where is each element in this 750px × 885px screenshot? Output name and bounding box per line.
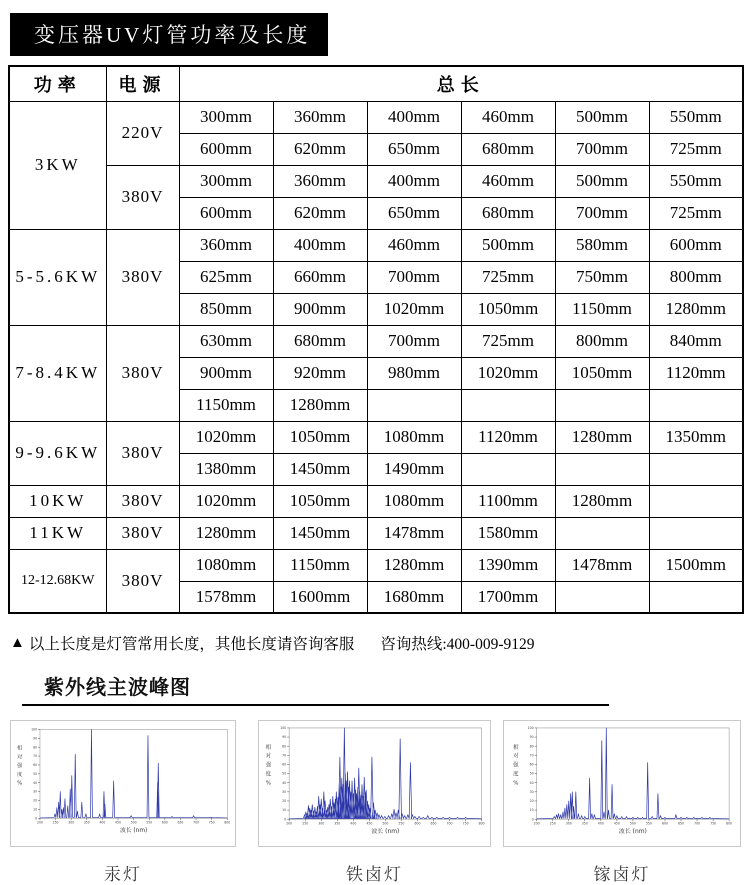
svg-text:750: 750 — [710, 821, 717, 826]
length-cell: 920mm — [273, 357, 367, 389]
svg-text:0: 0 — [35, 816, 38, 821]
svg-text:90: 90 — [33, 736, 38, 741]
length-cell: 300mm — [179, 101, 273, 133]
length-cell: 620mm — [273, 133, 367, 165]
svg-text:550: 550 — [146, 820, 153, 825]
svg-text:700: 700 — [446, 821, 453, 826]
svg-text:250: 250 — [549, 821, 556, 826]
svg-text:相: 相 — [513, 744, 519, 751]
length-cell: 700mm — [555, 197, 649, 229]
svg-text:400: 400 — [99, 820, 106, 825]
chart-figure-mercury — [10, 720, 236, 885]
svg-text:50: 50 — [33, 771, 38, 776]
length-cell: 400mm — [367, 165, 461, 197]
length-cell: 1380mm — [179, 453, 273, 485]
svg-text:450: 450 — [366, 821, 373, 826]
charts-row — [10, 720, 750, 885]
voltage-cell: 380V — [106, 325, 179, 421]
svg-text:0: 0 — [284, 817, 287, 822]
svg-text:500: 500 — [629, 821, 636, 826]
length-cell: 980mm — [367, 357, 461, 389]
power-cell: 3KW — [9, 101, 106, 229]
mercury-spectrum-chart — [11, 721, 235, 846]
power-cell: 11KW — [9, 517, 106, 549]
svg-text:波长 (nm): 波长 (nm) — [618, 828, 647, 836]
length-cell: 1280mm — [555, 485, 649, 517]
svg-text:650: 650 — [678, 821, 685, 826]
length-cell: 850mm — [179, 293, 273, 325]
gallium-halide-chart-box — [503, 720, 741, 847]
svg-text:600: 600 — [414, 821, 421, 826]
svg-text:度: 度 — [265, 771, 272, 778]
svg-text:相: 相 — [265, 744, 272, 751]
svg-text:60: 60 — [282, 762, 287, 767]
length-cell: 1478mm — [555, 549, 649, 581]
length-cell: 1350mm — [649, 421, 743, 453]
svg-text:90: 90 — [529, 735, 534, 740]
length-cell — [461, 453, 555, 485]
svg-text:60: 60 — [529, 762, 534, 767]
svg-text:750: 750 — [462, 821, 469, 826]
svg-text:450: 450 — [115, 820, 121, 825]
length-cell: 680mm — [461, 133, 555, 165]
svg-text:750: 750 — [208, 820, 215, 825]
spec-table-body — [9, 101, 743, 613]
length-cell: 680mm — [273, 325, 367, 357]
svg-text:%: % — [513, 780, 519, 787]
svg-text:500: 500 — [382, 821, 389, 826]
power-cell: 12-12.68KW — [9, 549, 106, 613]
table-row — [9, 517, 743, 549]
note — [10, 632, 750, 654]
length-cell: 1120mm — [649, 357, 743, 389]
voltage-cell: 380V — [106, 517, 179, 549]
svg-text:250: 250 — [52, 820, 59, 825]
length-cell: 630mm — [179, 325, 273, 357]
svg-text:%: % — [17, 780, 23, 787]
svg-text:300: 300 — [318, 821, 325, 826]
svg-text:650: 650 — [430, 821, 437, 826]
svg-text:700: 700 — [694, 821, 701, 826]
svg-text:波长 (nm): 波长 (nm) — [371, 828, 400, 836]
col-header-source: 电源 — [106, 66, 179, 101]
power-cell: 7-8.4KW — [9, 325, 106, 421]
svg-text:70: 70 — [33, 754, 38, 759]
svg-text:100: 100 — [280, 726, 287, 731]
power-cell: 9-9.6KW — [9, 421, 106, 485]
length-cell: 1390mm — [461, 549, 555, 581]
chart-figure-gallium-halide — [503, 720, 741, 885]
svg-text:700: 700 — [193, 820, 200, 825]
svg-text:30: 30 — [282, 789, 287, 794]
triangle-bullet-icon: ▲ — [10, 634, 25, 651]
length-cell: 500mm — [461, 229, 555, 261]
length-cell: 1020mm — [367, 293, 461, 325]
svg-text:强: 强 — [17, 763, 23, 770]
svg-text:度: 度 — [17, 771, 23, 778]
length-cell: 1478mm — [367, 517, 461, 549]
svg-text:100: 100 — [31, 727, 38, 732]
length-cell: 1050mm — [273, 421, 367, 453]
section-heading: 紫外线主波峰图 — [44, 677, 191, 699]
length-cell: 460mm — [461, 165, 555, 197]
length-cell: 1020mm — [461, 357, 555, 389]
length-cell: 725mm — [649, 133, 743, 165]
length-cell — [555, 581, 649, 613]
power-cell: 10KW — [9, 485, 106, 517]
length-cell: 1280mm — [179, 517, 273, 549]
length-cell: 840mm — [649, 325, 743, 357]
power-cell: 5-5.6KW — [9, 229, 106, 325]
length-cell: 725mm — [461, 325, 555, 357]
svg-text:40: 40 — [282, 780, 287, 785]
length-cell: 1280mm — [555, 421, 649, 453]
length-cell — [555, 453, 649, 485]
length-cell: 1490mm — [367, 453, 461, 485]
length-cell: 1080mm — [367, 485, 461, 517]
svg-text:20: 20 — [529, 799, 534, 804]
voltage-cell: 220V — [106, 101, 179, 165]
svg-text:200: 200 — [533, 821, 540, 826]
length-cell — [649, 485, 743, 517]
length-cell: 1020mm — [179, 421, 273, 453]
svg-text:450: 450 — [613, 821, 620, 826]
length-cell: 580mm — [555, 229, 649, 261]
voltage-cell: 380V — [106, 229, 179, 325]
svg-text:60: 60 — [33, 763, 38, 768]
svg-text:550: 550 — [398, 821, 405, 826]
voltage-cell: 380V — [106, 421, 179, 485]
length-cell: 900mm — [179, 357, 273, 389]
length-cell — [555, 389, 649, 421]
length-cell: 360mm — [273, 165, 367, 197]
length-cell: 1150mm — [555, 293, 649, 325]
length-cell — [461, 389, 555, 421]
svg-text:350: 350 — [334, 821, 341, 826]
length-cell: 1080mm — [367, 421, 461, 453]
length-cell: 1450mm — [273, 453, 367, 485]
mercury-chart-label: 汞灯 — [104, 865, 142, 884]
svg-text:100: 100 — [527, 726, 534, 731]
svg-text:80: 80 — [282, 744, 287, 749]
length-cell: 600mm — [179, 197, 273, 229]
length-cell: 1580mm — [461, 517, 555, 549]
length-cell: 1700mm — [461, 581, 555, 613]
table-row — [9, 485, 743, 517]
length-cell: 1120mm — [461, 421, 555, 453]
length-cell: 1020mm — [179, 485, 273, 517]
length-cell: 1080mm — [179, 549, 273, 581]
svg-text:50: 50 — [529, 771, 534, 776]
svg-text:40: 40 — [33, 780, 38, 785]
length-cell: 460mm — [367, 229, 461, 261]
svg-text:800: 800 — [478, 821, 485, 826]
svg-text:200: 200 — [37, 820, 43, 825]
svg-text:10: 10 — [529, 808, 534, 813]
length-cell: 700mm — [367, 325, 461, 357]
length-cell: 550mm — [649, 165, 743, 197]
svg-text:度: 度 — [513, 771, 519, 778]
col-header-length: 总长 — [179, 66, 743, 101]
length-cell: 1050mm — [555, 357, 649, 389]
length-cell: 700mm — [367, 261, 461, 293]
table-row — [9, 229, 743, 261]
length-cell: 460mm — [461, 101, 555, 133]
col-header-power: 功率 — [9, 66, 106, 101]
svg-text:10: 10 — [33, 807, 38, 812]
iron-halide-chart-label: 铁卤灯 — [346, 865, 403, 884]
length-cell: 400mm — [273, 229, 367, 261]
length-cell: 1280mm — [367, 549, 461, 581]
length-cell: 620mm — [273, 197, 367, 229]
length-cell: 500mm — [555, 165, 649, 197]
svg-text:500: 500 — [130, 820, 137, 825]
svg-text:350: 350 — [83, 820, 90, 825]
length-cell: 1500mm — [649, 549, 743, 581]
voltage-cell: 380V — [106, 485, 179, 517]
svg-text:90: 90 — [282, 735, 287, 740]
length-cell: 550mm — [649, 101, 743, 133]
svg-text:对: 对 — [17, 754, 23, 761]
length-cell: 1050mm — [273, 485, 367, 517]
length-cell — [649, 581, 743, 613]
svg-text:650: 650 — [177, 820, 184, 825]
svg-text:600: 600 — [161, 820, 168, 825]
length-cell — [555, 517, 649, 549]
voltage-cell: 380V — [106, 549, 179, 613]
length-cell: 900mm — [273, 293, 367, 325]
gallium-halide-chart-label: 镓卤灯 — [593, 865, 651, 884]
svg-text:400: 400 — [597, 821, 604, 826]
length-cell: 1280mm — [273, 389, 367, 421]
iron-halide-chart-box — [258, 720, 491, 847]
table-row — [9, 165, 743, 197]
section-heading-underline — [22, 671, 609, 706]
svg-text:20: 20 — [33, 798, 38, 803]
length-cell: 1280mm — [649, 293, 743, 325]
length-cell: 1680mm — [367, 581, 461, 613]
table-header-row — [9, 66, 743, 101]
svg-text:20: 20 — [282, 799, 287, 804]
length-cell: 600mm — [649, 229, 743, 261]
page-title: 变压器UV灯管功率及长度 — [10, 13, 328, 56]
svg-text:相: 相 — [17, 745, 23, 752]
length-cell: 1150mm — [179, 389, 273, 421]
length-cell: 360mm — [273, 101, 367, 133]
length-cell: 800mm — [555, 325, 649, 357]
length-cell: 400mm — [367, 101, 461, 133]
table-row — [9, 325, 743, 357]
length-cell: 725mm — [649, 197, 743, 229]
svg-text:30: 30 — [529, 789, 534, 794]
svg-text:600: 600 — [661, 821, 669, 826]
svg-text:80: 80 — [33, 745, 38, 750]
svg-text:800: 800 — [224, 820, 231, 825]
svg-text:300: 300 — [68, 820, 75, 825]
length-cell: 1150mm — [273, 549, 367, 581]
length-cell: 300mm — [179, 165, 273, 197]
length-cell — [649, 517, 743, 549]
length-cell: 750mm — [555, 261, 649, 293]
svg-text:%: % — [265, 780, 271, 787]
length-cell — [649, 453, 743, 485]
length-cell: 650mm — [367, 133, 461, 165]
svg-text:200: 200 — [286, 821, 293, 826]
length-cell: 1578mm — [179, 581, 273, 613]
note-text: 以上长度是灯管常用长度，其他长度请咨询客服 — [28, 636, 355, 653]
spec-table — [8, 65, 744, 614]
length-cell: 1050mm — [461, 293, 555, 325]
svg-text:70: 70 — [529, 753, 534, 758]
svg-text:70: 70 — [282, 753, 287, 758]
length-cell: 1100mm — [461, 485, 555, 517]
svg-text:10: 10 — [282, 808, 287, 813]
svg-text:30: 30 — [33, 789, 38, 794]
length-cell: 1450mm — [273, 517, 367, 549]
svg-text:300: 300 — [565, 821, 572, 826]
length-cell: 680mm — [461, 197, 555, 229]
svg-text:250: 250 — [302, 821, 309, 826]
svg-text:350: 350 — [581, 821, 588, 826]
length-cell — [649, 389, 743, 421]
hotline-text: 咨询热线:400-009-9129 — [380, 636, 535, 653]
length-cell: 725mm — [461, 261, 555, 293]
length-cell: 650mm — [367, 197, 461, 229]
chart-figure-iron-halide — [258, 720, 491, 885]
svg-text:强: 强 — [265, 762, 272, 769]
svg-text:800: 800 — [726, 821, 733, 826]
svg-text:对: 对 — [265, 753, 272, 760]
iron-halide-spectrum-chart — [259, 721, 490, 846]
length-cell: 800mm — [649, 261, 743, 293]
svg-text:400: 400 — [350, 821, 357, 826]
length-cell: 360mm — [179, 229, 273, 261]
svg-text:50: 50 — [282, 771, 287, 776]
length-cell: 700mm — [555, 133, 649, 165]
svg-text:550: 550 — [645, 821, 652, 826]
svg-text:对: 对 — [513, 753, 519, 760]
table-row — [9, 101, 743, 133]
svg-text:0: 0 — [531, 817, 534, 822]
length-cell — [367, 389, 461, 421]
length-cell: 625mm — [179, 261, 273, 293]
length-cell: 500mm — [555, 101, 649, 133]
gallium-halide-spectrum-chart — [504, 721, 740, 846]
svg-text:波长 (nm): 波长 (nm) — [120, 827, 148, 834]
length-cell: 660mm — [273, 261, 367, 293]
svg-text:80: 80 — [529, 744, 534, 749]
mercury-chart-box — [10, 720, 236, 847]
svg-text:40: 40 — [529, 780, 534, 785]
length-cell: 600mm — [179, 133, 273, 165]
table-row — [9, 421, 743, 453]
length-cell: 1600mm — [273, 581, 367, 613]
voltage-cell: 380V — [106, 165, 179, 229]
table-row — [9, 549, 743, 581]
svg-text:强: 强 — [513, 762, 519, 769]
